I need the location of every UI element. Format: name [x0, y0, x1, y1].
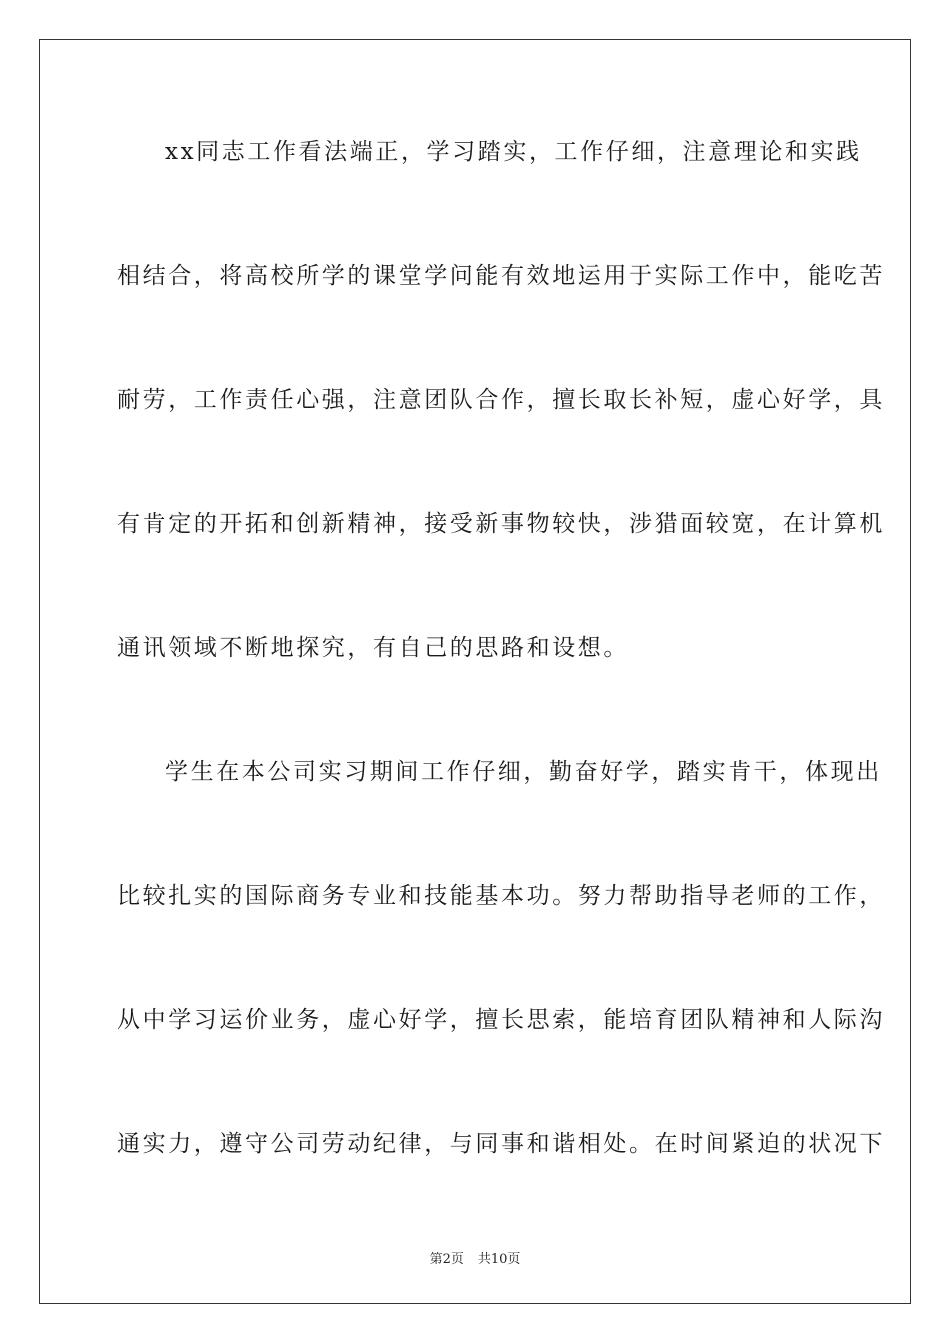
- page-footer: [0, 1248, 950, 1267]
- paragraph-1-line-1: xx同志工作看法端正，学习踏实，工作仔细，注意理论和实践: [165, 139, 862, 165]
- paragraph-1-line-4: 有肯定的开拓和创新精神，接受新事物较快，涉猎面较宽，在计算机: [117, 511, 885, 537]
- paragraph-1-line-3: 耐劳，工作责任心强，注意团队合作，擅长取长补短，虚心好学，具: [117, 387, 885, 413]
- paragraph-1-line-2: 相结合，将高校所学的课堂学问能有效地运用于实际工作中，能吃苦: [117, 263, 885, 289]
- paragraph-2-line-2: 比较扎实的国际商务专业和技能基本功。努力帮助指导老师的工作，: [117, 883, 885, 909]
- paragraph-1-line-5: 通讯领域不断地探究，有自己的思路和设想。: [117, 635, 629, 661]
- total-pages: 共10页: [477, 1252, 521, 1267]
- paragraph-2-line-4: 通实力，遵守公司劳动纪律，与同事和谐相处。在时间紧迫的状况下: [117, 1131, 885, 1157]
- paragraph-2-line-1: 学生在本公司实习期间工作仔细，勤奋好学，踏实肯干，体现出: [165, 759, 882, 785]
- page-number: 第2页: [429, 1252, 464, 1267]
- page-border: [39, 39, 911, 1304]
- paragraph-2-line-3: 从中学习运价业务，虚心好学，擅长思索，能培育团队精神和人际沟: [117, 1007, 885, 1033]
